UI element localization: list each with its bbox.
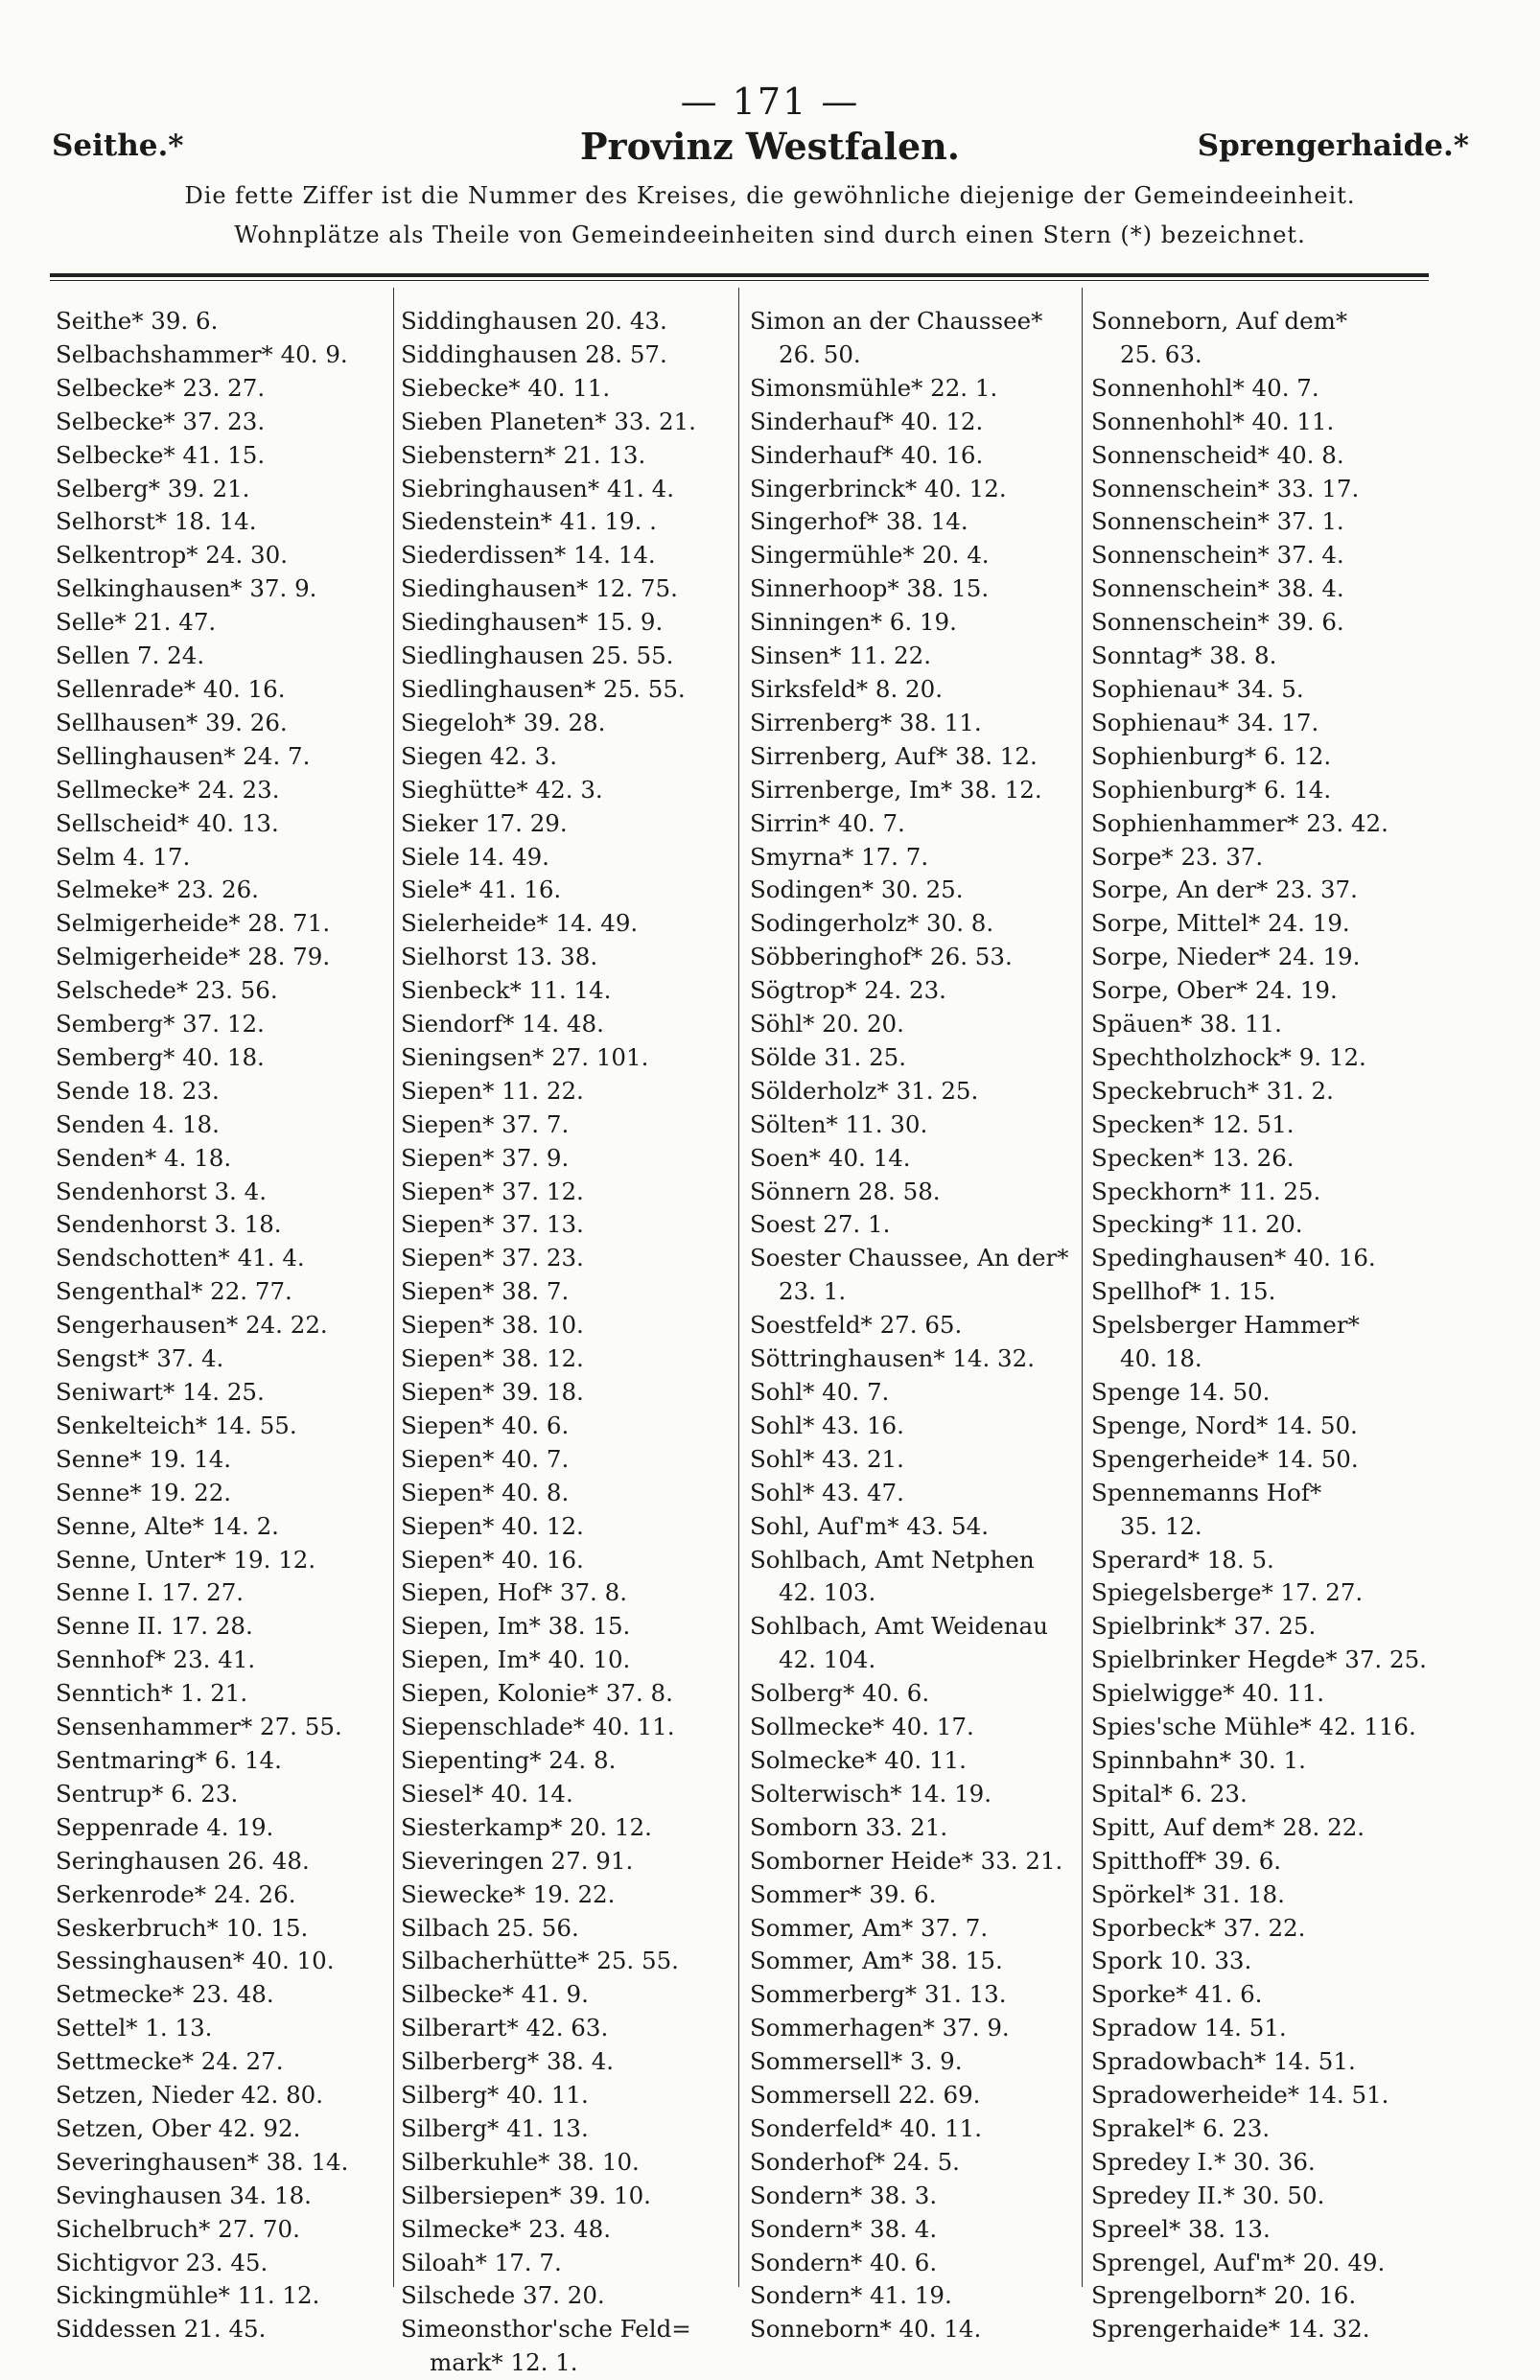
- index-entry: Sodingen* 30. 25.: [750, 875, 964, 904]
- index-entry: Selberg* 39. 21.: [56, 474, 250, 502]
- index-entry: Sienbeck* 11. 14.: [401, 976, 612, 1005]
- index-entry: Sorpe, Ober* 24. 19.: [1091, 976, 1338, 1005]
- index-entry: Sinningen* 6. 19.: [750, 608, 957, 637]
- index-entry: Sönnern 28. 58.: [750, 1177, 941, 1205]
- index-entry: Siepen* 40. 8.: [401, 1478, 570, 1506]
- index-entry: Sonnenschein* 33. 17.: [1091, 474, 1360, 502]
- index-entry: Sentmaring* 6. 14.: [56, 1745, 282, 1774]
- index-entry: Severinghausen* 38. 14.: [56, 2147, 349, 2176]
- index-entry: Sellinghausen* 24. 7.: [56, 741, 311, 770]
- index-entry: Simon an der Chaussee*: [750, 307, 1043, 335]
- index-entry: Silbacherhütte* 25. 55.: [401, 1947, 679, 1975]
- index-entry: Smyrna* 17. 7.: [750, 842, 929, 871]
- index-entry: Solberg* 40. 6.: [750, 1679, 930, 1708]
- index-entry: Sorpe, Mittel* 24. 19.: [1091, 909, 1350, 938]
- index-entry: Sirrenberg* 38. 11.: [750, 708, 982, 736]
- index-entry: Sondern* 41. 19.: [750, 2281, 952, 2310]
- right-catchword: Sprengerhaide.*: [1197, 128, 1469, 163]
- index-entry: Sögtrop* 24. 23.: [750, 976, 946, 1005]
- index-entry: Selbecke* 41. 15.: [56, 440, 266, 469]
- index-entry: Sölten* 11. 30.: [750, 1109, 928, 1138]
- index-entry: Spielbrinker Hegde* 37. 25.: [1091, 1645, 1427, 1674]
- index-entry: Sodingerholz* 30. 8.: [750, 909, 994, 938]
- index-entry: Sorpe* 23. 37.: [1091, 842, 1264, 871]
- index-entry: Söttringhausen* 14. 32.: [750, 1344, 1036, 1373]
- index-entry: Siebecke* 40. 11.: [401, 373, 611, 402]
- index-entry: Sohl* 40. 7.: [750, 1378, 890, 1406]
- index-entry: Sondern* 38. 3.: [750, 2181, 938, 2209]
- index-entry: Sichtigvor 23. 45.: [56, 2248, 268, 2276]
- index-entry: Sohlbach, Amt Weidenau: [750, 1612, 1048, 1641]
- index-entry: Sölderholz* 31. 25.: [750, 1076, 979, 1105]
- index-entry: Siele 14. 49.: [401, 842, 549, 871]
- index-entry: Sohl, Auf'm* 43. 54.: [750, 1511, 989, 1540]
- index-entry: Sonnenscheid* 40. 8.: [1091, 440, 1344, 469]
- index-entry: Selhorst* 18. 14.: [56, 507, 257, 536]
- index-entry: Spengerheide* 14. 50.: [1091, 1444, 1359, 1473]
- index-entry: Sonnenschein* 39. 6.: [1091, 608, 1344, 637]
- index-entry: Sieghütte* 42. 3.: [401, 775, 603, 804]
- index-entry: Selmigerheide* 28. 79.: [56, 943, 331, 971]
- page-number: — 171 —: [680, 81, 860, 123]
- index-entry: Siebringhausen* 41. 4.: [401, 474, 674, 502]
- index-entry: Siewecke* 19. 22.: [401, 1879, 616, 1908]
- index-entry: Selbachshammer* 40. 9.: [56, 339, 348, 368]
- index-entry: Selmeke* 23. 26.: [56, 875, 259, 904]
- index-entry: Sellen 7. 24.: [56, 642, 205, 670]
- index-entry: Sonntag* 38. 8.: [1091, 642, 1277, 670]
- index-entry: Sohl* 43. 47.: [750, 1478, 904, 1506]
- index-entry: Spradow 14. 51.: [1091, 2014, 1287, 2042]
- index-entry: Seringhausen 26. 48.: [56, 1846, 310, 1875]
- index-entry: Sensenhammer* 27. 55.: [56, 1713, 342, 1741]
- index-entry: Sommer* 39. 6.: [750, 1879, 937, 1908]
- index-entry: Siepen, Im* 40. 10.: [401, 1645, 631, 1674]
- index-entry: Setzen, Ober 42. 92.: [56, 2113, 301, 2142]
- index-entry: Siederdissen* 14. 14.: [401, 541, 656, 570]
- index-entry: Simeonsthor'sche Feld=: [401, 2315, 691, 2344]
- index-column-2: [401, 305, 742, 2380]
- index-entry: Serkenrode* 24. 26.: [56, 1879, 296, 1908]
- index-entry: Singermühle* 20. 4.: [750, 541, 990, 570]
- index-entry: Siloah* 17. 7.: [401, 2248, 562, 2276]
- index-entry: Sprengel, Auf'm* 20. 49.: [1091, 2248, 1386, 2276]
- index-entry: Selkentrop* 24. 30.: [56, 541, 288, 570]
- index-entry: Sengst* 37. 4.: [56, 1344, 224, 1373]
- index-entry: Sondern* 38. 4.: [750, 2214, 938, 2243]
- index-entry: Siepen, Im* 38. 15.: [401, 1612, 631, 1641]
- index-entry: Sporke* 41. 6.: [1091, 1980, 1263, 2009]
- index-entry: Spradowbach* 14. 51.: [1091, 2047, 1356, 2076]
- index-entry: Siepen* 38. 12.: [401, 1344, 584, 1373]
- index-entry: Siepen* 38. 7.: [401, 1277, 570, 1306]
- index-entry: Sommersell 22. 69.: [750, 2081, 981, 2110]
- index-column-4: [1091, 305, 1433, 2346]
- index-entry: Sonderhof* 24. 5.: [750, 2147, 960, 2176]
- index-entry: Senne, Alte* 14. 2.: [56, 1511, 279, 1540]
- index-entry: Selbecke* 37. 23.: [56, 407, 266, 435]
- index-entry: Silberkuhle* 38. 10.: [401, 2147, 640, 2176]
- index-entry: Specken* 12. 51.: [1091, 1109, 1295, 1138]
- index-entry: Senne, Unter* 19. 12.: [56, 1545, 316, 1574]
- index-entry: Silbach 25. 56.: [401, 1913, 579, 1942]
- index-entry: Spörkel* 31. 18.: [1091, 1879, 1285, 1908]
- index-entry: Sinderhauf* 40. 16.: [750, 440, 984, 469]
- index-entry: Sinnerhoop* 38. 15.: [750, 574, 990, 603]
- index-entry: Sommersell* 3. 9.: [750, 2047, 963, 2076]
- index-entry: Selbecke* 23. 27.: [56, 373, 266, 402]
- index-entry: Sirrenberg, Auf* 38. 12.: [750, 741, 1038, 770]
- index-entry: Sommerberg* 31. 13.: [750, 1980, 1007, 2009]
- index-entry: Silmecke* 23. 48.: [401, 2214, 612, 2243]
- index-entry: Sperard* 18. 5.: [1091, 1545, 1274, 1574]
- index-entry: Sichelbruch* 27. 70.: [56, 2214, 300, 2243]
- index-entry: Sickingmühle* 11. 12.: [56, 2281, 320, 2310]
- index-entry: Sieveringen 27. 91.: [401, 1846, 634, 1875]
- left-catchword: Seithe.*: [52, 128, 184, 163]
- index-entry: Senne I. 17. 27.: [56, 1578, 245, 1607]
- index-entry: Speckebruch* 31. 2.: [1091, 1076, 1334, 1105]
- index-entry: Selmigerheide* 28. 71.: [56, 909, 331, 938]
- index-entry: Siepen* 11. 22.: [401, 1076, 584, 1105]
- index-entry: Settel* 1. 13.: [56, 2014, 213, 2042]
- index-entry: Senntich* 1. 21.: [56, 1679, 248, 1708]
- legend-note-line-1: Die fette Ziffer ist die Nummer des Kreises, die gewöhnliche diejenige der Gemeindeeinheit.: [184, 182, 1356, 209]
- index-entry: Selkinghausen* 37. 9.: [56, 574, 317, 603]
- index-entry: Sessinghausen* 40. 10.: [56, 1947, 335, 1975]
- index-entry: Spellhof* 1. 15.: [1091, 1277, 1276, 1306]
- index-entry: Sophienau* 34. 5.: [1091, 674, 1304, 703]
- index-entry: Senden* 4. 18.: [56, 1143, 232, 1172]
- index-entry: Sonneborn, Auf dem*: [1091, 307, 1348, 335]
- index-entry: Sondern* 40. 6.: [750, 2248, 938, 2276]
- index-entry: 40. 18.: [1120, 1344, 1202, 1373]
- index-entry: Siepen* 37. 7.: [401, 1109, 570, 1138]
- index-entry: Sprakel* 6. 23.: [1091, 2113, 1271, 2142]
- index-entry: Sprengelborn* 20. 16.: [1091, 2281, 1357, 2310]
- index-entry: Sophienhammer* 23. 42.: [1091, 808, 1388, 837]
- index-entry: Sende 18. 23.: [56, 1076, 220, 1105]
- index-entry: Semberg* 40. 18.: [56, 1042, 265, 1071]
- index-entry: 35. 12.: [1120, 1511, 1202, 1540]
- index-entry: Spork 10. 33.: [1091, 1947, 1252, 1975]
- index-entry: 23. 1.: [779, 1277, 847, 1306]
- index-entry: Specken* 13. 26.: [1091, 1143, 1295, 1172]
- index-entry: Siepen* 40. 12.: [401, 1511, 584, 1540]
- index-entry: Sengerhausen* 24. 22.: [56, 1311, 328, 1340]
- index-entry: Sonnenschein* 38. 4.: [1091, 574, 1344, 603]
- header-rule: [50, 273, 1429, 281]
- index-entry: Sommerhagen* 37. 9.: [750, 2014, 1010, 2042]
- legend-note-line-2: Wohnplätze als Theile von Gemeindeeinheiten sind durch einen Stern (*) bezeichnet.: [234, 222, 1306, 248]
- index-entry: Siepen* 38. 10.: [401, 1311, 584, 1340]
- index-entry: Silschede 37. 20.: [401, 2281, 605, 2310]
- index-entry: 42. 103.: [779, 1578, 876, 1607]
- index-entry: Sohl* 43. 21.: [750, 1444, 904, 1473]
- index-entry: Siesterkamp* 20. 12.: [401, 1812, 652, 1841]
- index-entry: Sinsen* 11. 22.: [750, 642, 932, 670]
- index-entry: Siedenstein* 41. 19. .: [401, 507, 657, 536]
- index-entry: Senne II. 17. 28.: [56, 1612, 253, 1641]
- index-entry: Siepen, Kolonie* 37. 8.: [401, 1679, 673, 1708]
- index-entry: Siepen* 37. 23.: [401, 1244, 584, 1272]
- index-entry: Spital* 6. 23.: [1091, 1779, 1248, 1808]
- index-entry: Solmecke* 40. 11.: [750, 1745, 967, 1774]
- index-entry: Soestfeld* 27. 65.: [750, 1311, 963, 1340]
- index-entry: Söhl* 20. 20.: [750, 1010, 904, 1038]
- index-entry: Senden 4. 18.: [56, 1109, 220, 1138]
- index-entry: Sonderfeld* 40. 11.: [750, 2113, 983, 2142]
- index-entry: 42. 104.: [779, 1645, 876, 1674]
- index-entry: Spedinghausen* 40. 16.: [1091, 1244, 1376, 1272]
- index-entry: Sieben Planeten* 33. 21.: [401, 407, 696, 435]
- index-entry: Sorpe, Nieder* 24. 19.: [1091, 943, 1361, 971]
- index-entry: Siepen* 37. 13.: [401, 1210, 584, 1239]
- index-entry: Spenge, Nord* 14. 50.: [1091, 1411, 1358, 1439]
- index-entry: Siddinghausen 20. 43.: [401, 307, 667, 335]
- index-entry: mark* 12. 1.: [430, 2348, 578, 2377]
- index-entry: Spennemanns Hof*: [1091, 1478, 1322, 1506]
- index-entry: Simonsmühle* 22. 1.: [750, 373, 998, 402]
- index-entry: Spredey I.* 30. 36.: [1091, 2147, 1316, 2176]
- index-entry: Silbersiepen* 39. 10.: [401, 2181, 651, 2209]
- index-entry: Siebenstern* 21. 13.: [401, 440, 646, 469]
- index-entry: Silberg* 40. 11.: [401, 2081, 589, 2110]
- index-entry: Siesel* 40. 14.: [401, 1779, 573, 1808]
- index-entry: Sophienau* 34. 17.: [1091, 708, 1319, 736]
- index-entry: Seithe* 39. 6.: [56, 307, 219, 335]
- index-entry: Spitthoff* 39. 6.: [1091, 1846, 1282, 1875]
- index-entry: Spinnbahn* 30. 1.: [1091, 1745, 1306, 1774]
- index-entry: Spies'sche Mühle* 42. 116.: [1091, 1713, 1416, 1741]
- index-entry: Sonnenschein* 37. 4.: [1091, 541, 1344, 570]
- index-entry: Siegeloh* 39. 28.: [401, 708, 606, 736]
- index-entry: Spechtholzhock* 9. 12.: [1091, 1042, 1366, 1071]
- index-column-3: [750, 305, 1091, 2346]
- page-title: Provinz Westfalen.: [579, 125, 961, 168]
- index-entry: Siedinghausen* 15. 9.: [401, 608, 664, 637]
- index-entry: Silberart* 42. 63.: [401, 2014, 609, 2042]
- index-entry: Specking* 11. 20.: [1091, 1210, 1303, 1239]
- index-entry: Sommer, Am* 38. 15.: [750, 1947, 1003, 1975]
- index-entry: Sellenrade* 40. 16.: [56, 674, 286, 703]
- index-entry: Siddinghausen 28. 57.: [401, 339, 667, 368]
- index-entry: Sirksfeld* 8. 20.: [750, 674, 944, 703]
- index-entry: Siepen* 40. 16.: [401, 1545, 584, 1574]
- index-entry: Spradowerheide* 14. 51.: [1091, 2081, 1389, 2110]
- index-entry: Sentrup* 6. 23.: [56, 1779, 239, 1808]
- index-entry: Spitt, Auf dem* 28. 22.: [1091, 1812, 1365, 1841]
- index-entry: Sölde 31. 25.: [750, 1042, 907, 1071]
- index-entry: Speckhorn* 11. 25.: [1091, 1177, 1321, 1205]
- index-entry: Sennhof* 23. 41.: [56, 1645, 256, 1674]
- index-entry: Spredey II.* 30. 50.: [1091, 2181, 1325, 2209]
- index-entry: Sielerheide* 14. 49.: [401, 909, 639, 938]
- index-entry: Sieker 17. 29.: [401, 808, 568, 837]
- index-entry: 25. 63.: [1120, 339, 1202, 368]
- index-entry: Sellscheid* 40. 13.: [56, 808, 279, 837]
- index-column-1: [56, 305, 397, 2346]
- index-entry: Siepen* 37. 9.: [401, 1143, 570, 1172]
- index-entry: Spiegelsberge* 17. 27.: [1091, 1578, 1364, 1607]
- index-entry: Siepen* 40. 7.: [401, 1444, 570, 1473]
- index-entry: Sevinghausen 34. 18.: [56, 2181, 312, 2209]
- index-entry: Sohl* 43. 16.: [750, 1411, 904, 1439]
- index-entry: Silberberg* 38. 4.: [401, 2047, 615, 2076]
- index-entry: Siepen* 40. 6.: [401, 1411, 570, 1439]
- index-entry: Söbberinghof* 26. 53.: [750, 943, 1013, 971]
- index-entry: Spielbrink* 37. 25.: [1091, 1612, 1317, 1641]
- index-entry: Seniwart* 14. 25.: [56, 1378, 265, 1406]
- index-entry: Soen* 40. 14.: [750, 1143, 911, 1172]
- index-entry: Setzen, Nieder 42. 80.: [56, 2081, 324, 2110]
- index-entry: Singerhof* 38. 14.: [750, 507, 968, 536]
- index-entry: Solterwisch* 14. 19.: [750, 1779, 992, 1808]
- index-entry: Singerbrinck* 40. 12.: [750, 474, 1007, 502]
- index-entry: Silberg* 41. 13.: [401, 2113, 589, 2142]
- index-entry: Sonnenhohl* 40. 11.: [1091, 407, 1335, 435]
- index-entry: Somborn 33. 21.: [750, 1812, 948, 1841]
- index-entry: Siedinghausen* 12. 75.: [401, 574, 678, 603]
- index-entry: Seskerbruch* 10. 15.: [56, 1913, 309, 1942]
- index-entry: 26. 50.: [779, 339, 861, 368]
- index-entry: Sendschotten* 41. 4.: [56, 1244, 305, 1272]
- index-entry: Sieningsen* 27. 101.: [401, 1042, 649, 1071]
- index-entry: Sendenhorst 3. 18.: [56, 1210, 282, 1239]
- index-entry: Setmecke* 23. 48.: [56, 1980, 274, 2009]
- index-entry: Siedlinghausen* 25. 55.: [401, 674, 686, 703]
- index-entry: Selm 4. 17.: [56, 842, 191, 871]
- index-entry: Siele* 41. 16.: [401, 875, 562, 904]
- index-entry: Sirrenberge, Im* 38. 12.: [750, 775, 1042, 804]
- index-entry: Siendorf* 14. 48.: [401, 1010, 604, 1038]
- index-entry: Spielwigge* 40. 11.: [1091, 1679, 1325, 1708]
- index-entry: Senkelteich* 14. 55.: [56, 1411, 297, 1439]
- index-entry: Sohlbach, Amt Netphen: [750, 1545, 1035, 1574]
- index-entry: Sophienburg* 6. 14.: [1091, 775, 1332, 804]
- index-entry: Siepen* 39. 18.: [401, 1378, 584, 1406]
- index-entry: Sendenhorst 3. 4.: [56, 1177, 268, 1205]
- index-entry: Sporbeck* 37. 22.: [1091, 1913, 1306, 1942]
- index-entry: Selschede* 23. 56.: [56, 976, 278, 1005]
- index-entry: Siepen* 37. 12.: [401, 1177, 584, 1205]
- index-entry: Sirrin* 40. 7.: [750, 808, 905, 837]
- index-entry: Siddessen 21. 45.: [56, 2315, 267, 2344]
- index-entry: Soest 27. 1.: [750, 1210, 891, 1239]
- index-entry: Siepenting* 24. 8.: [401, 1745, 617, 1774]
- index-entry: Somborner Heide* 33. 21.: [750, 1846, 1063, 1875]
- index-entry: Sprengerhaide* 14. 32.: [1091, 2315, 1370, 2344]
- index-entry: Sellhausen* 39. 26.: [56, 708, 288, 736]
- index-entry: Semberg* 37. 12.: [56, 1010, 265, 1038]
- index-entry: Siepenschlade* 40. 11.: [401, 1713, 675, 1741]
- index-entry: Sielhorst 13. 38.: [401, 943, 598, 971]
- index-entry: Spreel* 38. 13.: [1091, 2214, 1271, 2243]
- index-entry: Soester Chaussee, An der*: [750, 1244, 1069, 1272]
- index-entry: Siedlinghausen 25. 55.: [401, 642, 674, 670]
- index-entry: Settmecke* 24. 27.: [56, 2047, 284, 2076]
- index-entry: Sonnenhohl* 40. 7.: [1091, 373, 1319, 402]
- index-entry: Spelsberger Hammer*: [1091, 1311, 1360, 1340]
- index-entry: Sophienburg* 6. 12.: [1091, 741, 1332, 770]
- index-entry: Seppenrade 4. 19.: [56, 1812, 274, 1841]
- index-entry: Siegen 42. 3.: [401, 741, 557, 770]
- index-entry: Silbecke* 41. 9.: [401, 1980, 589, 2009]
- index-entry: Siepen, Hof* 37. 8.: [401, 1578, 628, 1607]
- index-entry: Spenge 14. 50.: [1091, 1378, 1271, 1406]
- index-entry: Sinderhauf* 40. 12.: [750, 407, 984, 435]
- index-entry: Sommer, Am* 37. 7.: [750, 1913, 989, 1942]
- index-entry: Sellmecke* 24. 23.: [56, 775, 280, 804]
- index-entry: Sonnenschein* 37. 1.: [1091, 507, 1344, 536]
- index-entry: Späuen* 38. 11.: [1091, 1010, 1282, 1038]
- index-entry: Senne* 19. 22.: [56, 1478, 232, 1506]
- index-entry: Sorpe, An der* 23. 37.: [1091, 875, 1358, 904]
- index-entry: Sengenthal* 22. 77.: [56, 1277, 292, 1306]
- index-entry: Sonneborn* 40. 14.: [750, 2315, 982, 2344]
- index-entry: Senne* 19. 14.: [56, 1444, 232, 1473]
- index-entry: Selle* 21. 47.: [56, 608, 217, 637]
- index-entry: Sollmecke* 40. 17.: [750, 1713, 974, 1741]
